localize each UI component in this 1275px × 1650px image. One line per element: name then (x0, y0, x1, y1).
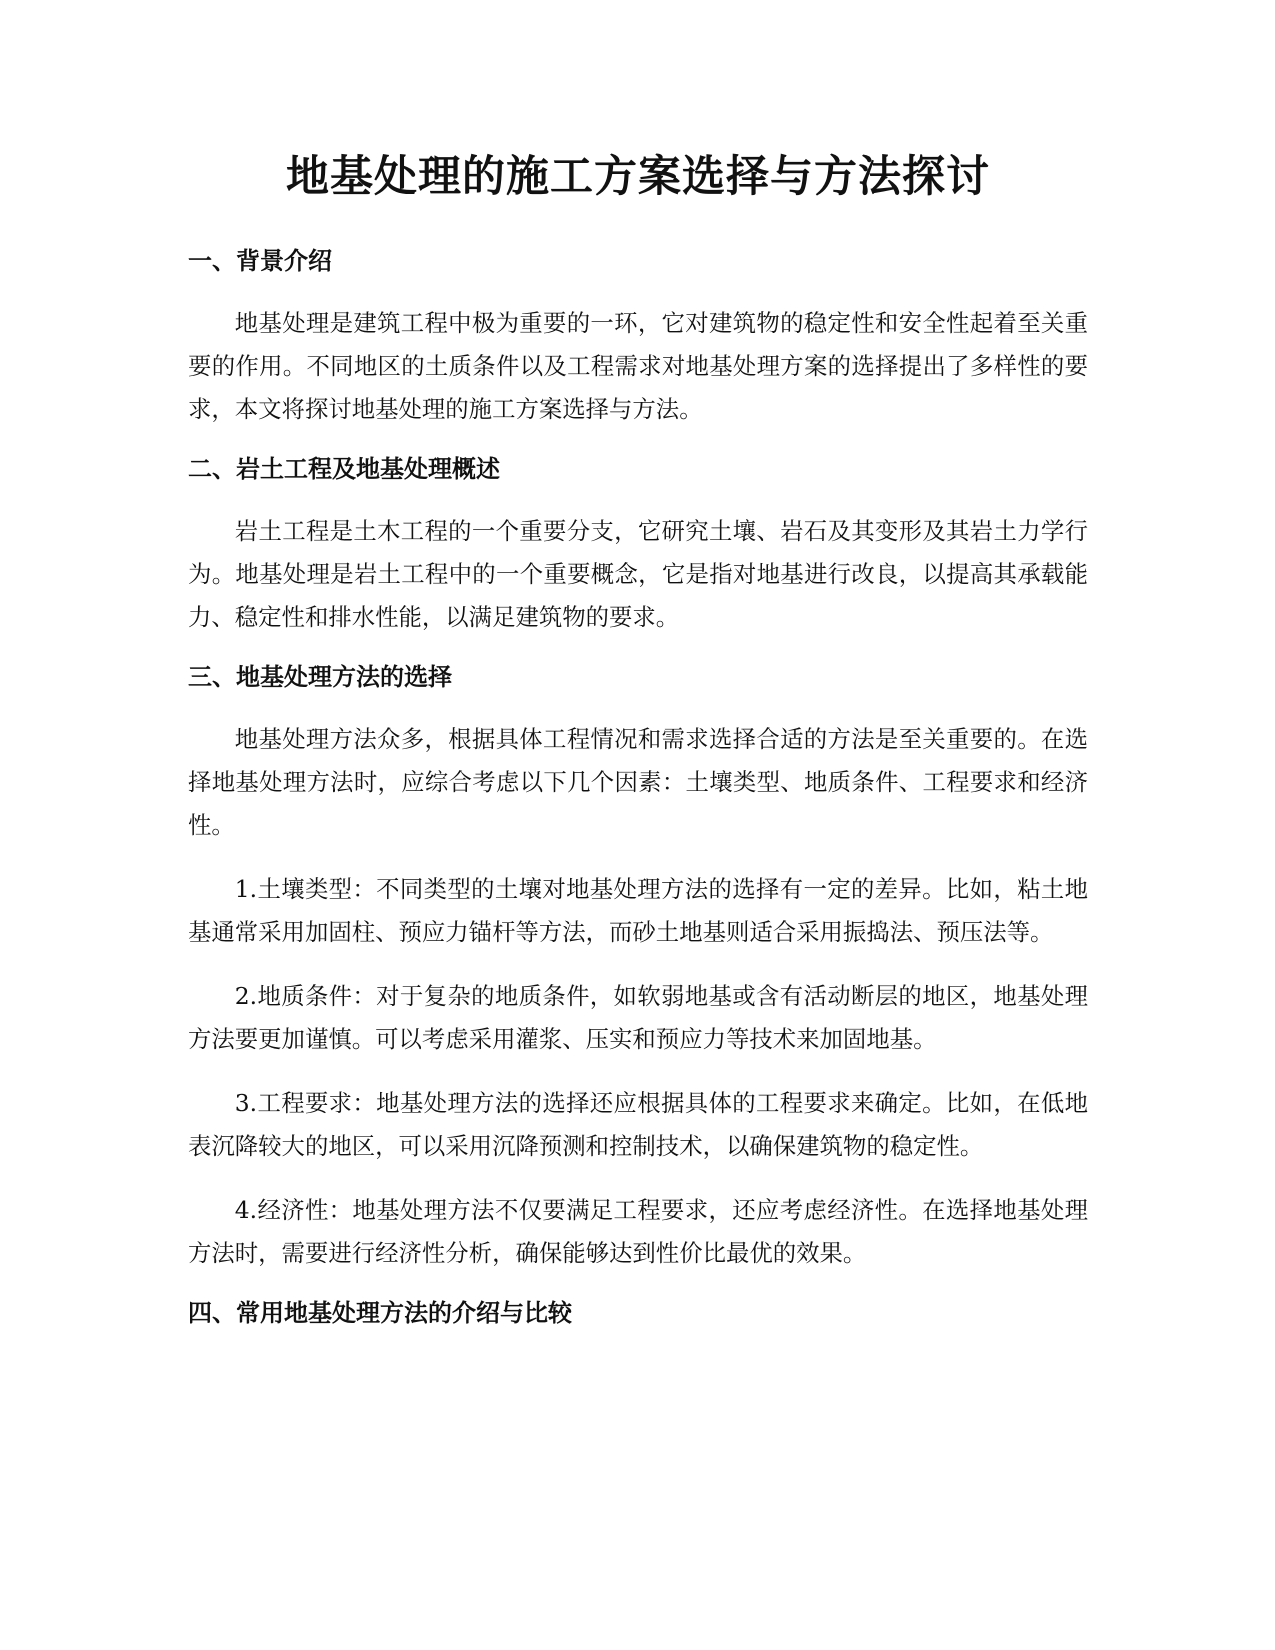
list-item-geological-conditions: 2.地质条件：对于复杂的地质条件，如软弱地基或含有活动断层的地区，地基处理方法要更加谨慎。可以考虑采用灌浆、压实和预应力等技术来加固地基。 (188, 982, 1088, 1053)
section-common-methods (188, 1296, 1088, 1330)
list-item-economy: 4.经济性：地基处理方法不仅要满足工程要求，还应考虑经济性。在选择地基处理方法时，需要进行经济性分析，确保能够达到性价比最优的效果。 (188, 1196, 1088, 1267)
section-heading: 三、地基处理方法的选择 (188, 663, 452, 691)
section-heading: 一、背景介绍 (188, 247, 332, 275)
document-title: 地基处理的施工方案选择与方法探讨 (286, 152, 990, 202)
paragraph: 岩土工程是土木工程的一个重要分支，它研究土壤、岩石及其变形及其岩土力学行为。地基处理是岩土工程中的一个重要概念，它是指对地基进行改良，以提高其承载能力、稳定性和排水性能，以满足建筑物的要求。 (188, 517, 1088, 631)
paragraph: 地基处理方法众多，根据具体工程情况和需求选择合适的方法是至关重要的。在选择地基处理方法时，应综合考虑以下几个因素：土壤类型、地质条件、工程要求和经济性。 (188, 725, 1088, 839)
list-item-engineering-requirements: 3.工程要求：地基处理方法的选择还应根据具体的工程要求来确定。比如，在低地表沉降较大的地区，可以采用沉降预测和控制技术，以确保建筑物的稳定性。 (188, 1089, 1088, 1160)
section-heading: 四、常用地基处理方法的介绍与比较 (188, 1299, 572, 1327)
document-body (188, 244, 1088, 1354)
section-heading: 二、岩土工程及地基处理概述 (188, 455, 500, 483)
section-background (188, 244, 1088, 431)
section-method-selection (188, 660, 1088, 1275)
paragraph: 地基处理是建筑工程中极为重要的一环，它对建筑物的稳定性和安全性起着至关重要的作用。不同地区的土质条件以及工程需求对地基处理方案的选择提出了多样性的要求，本文将探讨地基处理的施工方案选择与方法。 (188, 309, 1088, 423)
section-geotechnical-overview (188, 452, 1088, 639)
list-item-soil-type: 1.土壤类型：不同类型的土壤对地基处理方法的选择有一定的差异。比如，粘土地基通常采用加固柱、预应力锚杆等方法，而砂土地基则适合采用振捣法、预压法等。 (188, 875, 1088, 946)
